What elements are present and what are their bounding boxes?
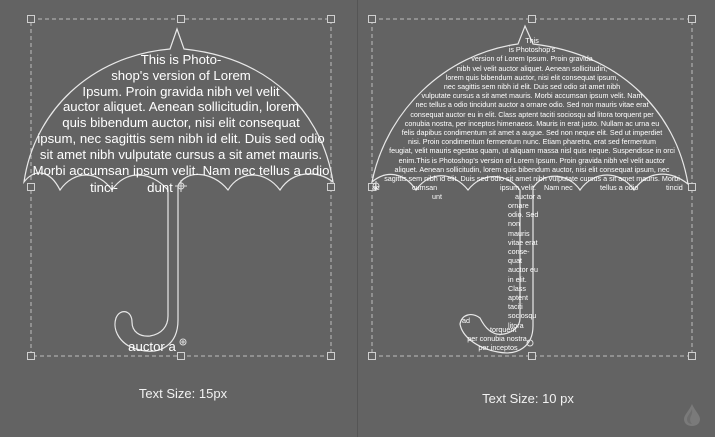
canopy-line: This is Photo- — [140, 52, 222, 67]
canopy-line: sit amet nibh vulputate cursus a sit amet mauris. — [39, 146, 323, 162]
shaft-line: aptent — [508, 293, 528, 303]
right-panel — [358, 0, 715, 437]
canopy-line: nisi. Proin condimentum fermentum nunc. Etiam pharetra, erat sed fermentum — [407, 137, 657, 147]
canopy-line: vulputate cursus a sit amet mauris. Morbi accumsan ipsum velit. Nam — [421, 91, 643, 101]
canopy-line: Ipsum. Proin gravida nibh vel velit — [82, 83, 280, 99]
shaft-line: odio. Sed — [508, 210, 539, 220]
shaft-line: quat — [508, 256, 522, 266]
canopy-line: Morbi accumsan ipsum velit. Nam nec tellus a odio — [32, 162, 330, 178]
left-bottom-word: tinci- — [90, 180, 118, 195]
right-hook-text — [458, 325, 538, 353]
canopy-line: nibh vel velit auctor aliquet. Aenean sollicitudin, — [456, 63, 608, 73]
canopy-line: quis bibendum auctor, nisi elit consequat — [62, 115, 300, 131]
shaft-line: non — [508, 219, 520, 229]
canopy-line: lorem quis bibendum auctor, nisi elit consequat ipsum, — [445, 72, 619, 82]
bottom-word: ac — [372, 183, 380, 192]
bottom-word: Nam nec — [544, 183, 573, 192]
canopy-line: aliquet. Aenean sollicitudin, lorem quis bibendum auctor, nisi elit consequat ipsum, nec — [394, 164, 670, 174]
shaft-line: conse- — [508, 247, 530, 257]
right-canopy-text — [372, 36, 692, 183]
bottom-word: auctor a — [515, 192, 541, 201]
canopy-line: consequat auctor eu in elit. Class aptent taciti sociosqu ad litora torquent per — [410, 109, 654, 119]
canopy-line: nec tellus a odio tincidunt auctor a ornare odio. Sed non mauris vitae erat — [415, 100, 649, 110]
shaft-line: auctor eu — [508, 265, 538, 275]
right-caption: Text Size: 10 px — [482, 391, 574, 406]
bottom-word: unt — [432, 192, 442, 201]
canopy-line: version of Lorem Ipsum. Proin gravida — [471, 54, 593, 64]
shaft-line: taciti — [508, 302, 523, 312]
droplet-logo-icon — [681, 403, 703, 427]
canopy-line: sagittis sem nibh id elit. Duis sed odio sit amet nibh vulputate cursus a sit amet mauris. Morbi — [384, 174, 680, 184]
shaft-line: sociosqu — [508, 311, 537, 321]
hook-line: torquent — [490, 325, 517, 334]
left-panel — [0, 0, 357, 437]
shaft-line: Class — [508, 283, 526, 293]
canopy-line: nec sagittis sem nibh id elit. Duis sed odio sit amet nibh — [443, 82, 621, 92]
shaft-line: in elit. — [508, 274, 527, 284]
right-hook-word: ad — [462, 316, 470, 325]
hook-line: per inceptos — [478, 343, 518, 353]
bottom-word: tincid — [666, 183, 683, 192]
canopy-line: This — [525, 36, 539, 45]
canopy-line: felis dapibus condimentum sit amet a augue. Sed non neque elit. Sed ut imperdiet — [401, 128, 663, 138]
canopy-line: is Photoshop's — [508, 45, 556, 55]
left-canopy-text — [31, 52, 331, 178]
left-caption: Text Size: 15px — [138, 386, 228, 401]
bottom-word: cumsan — [412, 183, 438, 192]
right-shaft-text — [508, 201, 556, 330]
bottom-word: ipsum velit. — [500, 183, 536, 192]
canopy-line: conubia nostra, per inceptos himenaeos. Mauris in erat justo. Nullam ac urna eu — [404, 118, 660, 128]
hook-line: per conubia nostra, — [467, 334, 529, 344]
left-bottom-word: dunt — [147, 180, 173, 195]
canopy-line: auctor aliquet. Aenean sollicitudin, lorem — [62, 99, 300, 115]
shaft-line: litora — [508, 320, 524, 330]
shaft-line: ornare — [508, 201, 529, 210]
canopy-line: shop's version of Lorem — [111, 67, 251, 83]
canopy-line: enim.This is Photoshop's version of Lorem Ipsum. Proin gravida nibh vel velit auctor — [398, 155, 666, 165]
canopy-line: feugiat, velit mauris egestas quam, ut aliquam massa nisl quis neque. Suspendisse in orci — [389, 146, 675, 156]
left-handle-text: auctor a — [128, 339, 176, 354]
canopy-line: ipsum, nec sagittis sem nibh id elit. Duis sed odio — [37, 130, 325, 146]
shaft-line: vitae erat — [508, 237, 538, 247]
shaft-line: mauris — [508, 228, 530, 238]
bottom-word: tellus a odio — [600, 183, 639, 192]
